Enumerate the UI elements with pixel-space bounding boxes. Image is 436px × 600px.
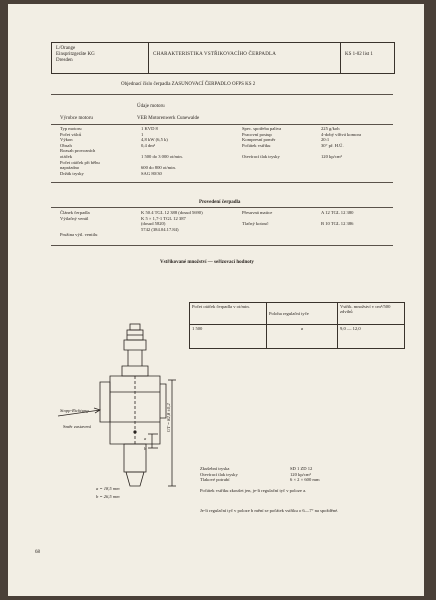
settings-cell-rack: a	[267, 325, 338, 349]
dim-b-value: b = 26,5 mm	[96, 494, 120, 499]
dim-a-value: a = 18,5 mm	[96, 486, 120, 491]
stop-direction-label: Stopp-Richtung	[60, 408, 89, 413]
header-box	[51, 42, 395, 74]
document-page	[8, 4, 424, 596]
engine-left-values: 1 KVD 8 1 4,8 kW (6,5 k) 0,4 dm³ 1 500 do 3 000 ot/min. 600 do 800 ot/min. SAG 80/30	[141, 126, 183, 176]
engine-right-values: 225 g/koh 4-dobý vířivá komora 20:1 30° př. H.Ú. 120 kp/cm²	[321, 126, 362, 159]
test-values: SD 1 ZD 12 120 kp/cm² 6 × 2 × 600 mm	[290, 466, 320, 483]
stop-direction-czech: Směr zastavení	[63, 424, 91, 429]
settings-cell-rpm: 1 500	[190, 325, 267, 349]
order-line: Objednací číslo čerpadla ZASUNOVACÍ ČERPADLO OFPS KS 2	[121, 82, 256, 87]
maker-value: VEB Motorenwerk Cunewalde	[137, 116, 200, 121]
org-name: L/Orange Einspritzgeräte KG Dresden	[56, 46, 95, 63]
test-note-2: Je-li regulační tyč v poloze b mění se počátek vstřiku o 6—7° na spožděné.	[200, 508, 339, 513]
ut-dimension: UT = 82,8 ±0,2	[166, 403, 171, 432]
dim-b-marker: b	[144, 446, 147, 451]
settings-col-rack: Poloha regulační tyče	[267, 303, 338, 325]
pump-right-values: A 12 TGL 12 380 B 10 TGL 12 386	[321, 210, 354, 227]
settings-heading: Vstřikované množství — seřizovací hodnoty	[160, 260, 254, 265]
engine-heading: Údaje motoru	[137, 104, 165, 109]
sheet-number: KS 1-02 list 1	[345, 52, 373, 57]
engine-left-labels: Typ motoru Počet válců Výkon Obsah Rozsah provozních otáček Počet otáček při běhu naprázdno Držák trysky	[60, 126, 100, 176]
pump-heading: Provedení čerpadla	[199, 200, 241, 205]
pump-left-values: K 50.4 TGL 12 388 (dosud 5690) K 5 × 1,7-1 TGL 12 387 (dosud 5820) 5742 (384.04.17.84)	[141, 210, 203, 232]
dim-a-marker: a	[144, 436, 147, 441]
test-labels: Zkušební tryska Otevírací tlak trysky Tlakové potrubí	[200, 466, 238, 483]
settings-cell-quantity: 9,0 — 12,0	[338, 325, 405, 349]
doc-title: CHARAKTERISTIKA VSTŘIKOVACÍHO ČERPADLA	[153, 52, 277, 57]
pump-left-labels: Článek čerpadla Výtlačný ventil Pružina výtl. ventilu	[60, 210, 98, 238]
pump-right-labels: Přesuvná matice Tlačný kotouč	[242, 210, 273, 227]
settings-table	[189, 302, 405, 349]
test-note-1: Počátek vstřiku zkoušet jen, je-li regulační tyč v poloze a.	[200, 488, 307, 493]
maker-label: Výrobce motoru	[60, 116, 93, 121]
settings-col-quantity: Vstřik. množství v cm³/500 zdvihů	[338, 303, 405, 325]
settings-col-rpm: Počet otáček čerpadla v ot/min.	[190, 303, 267, 325]
page-number: 68	[35, 550, 40, 555]
engine-right-labels: Spec. spotřeba paliva Pracovní postup Kompresní poměr Počátek vstřiku Otevírací tlak trysky	[242, 126, 282, 159]
